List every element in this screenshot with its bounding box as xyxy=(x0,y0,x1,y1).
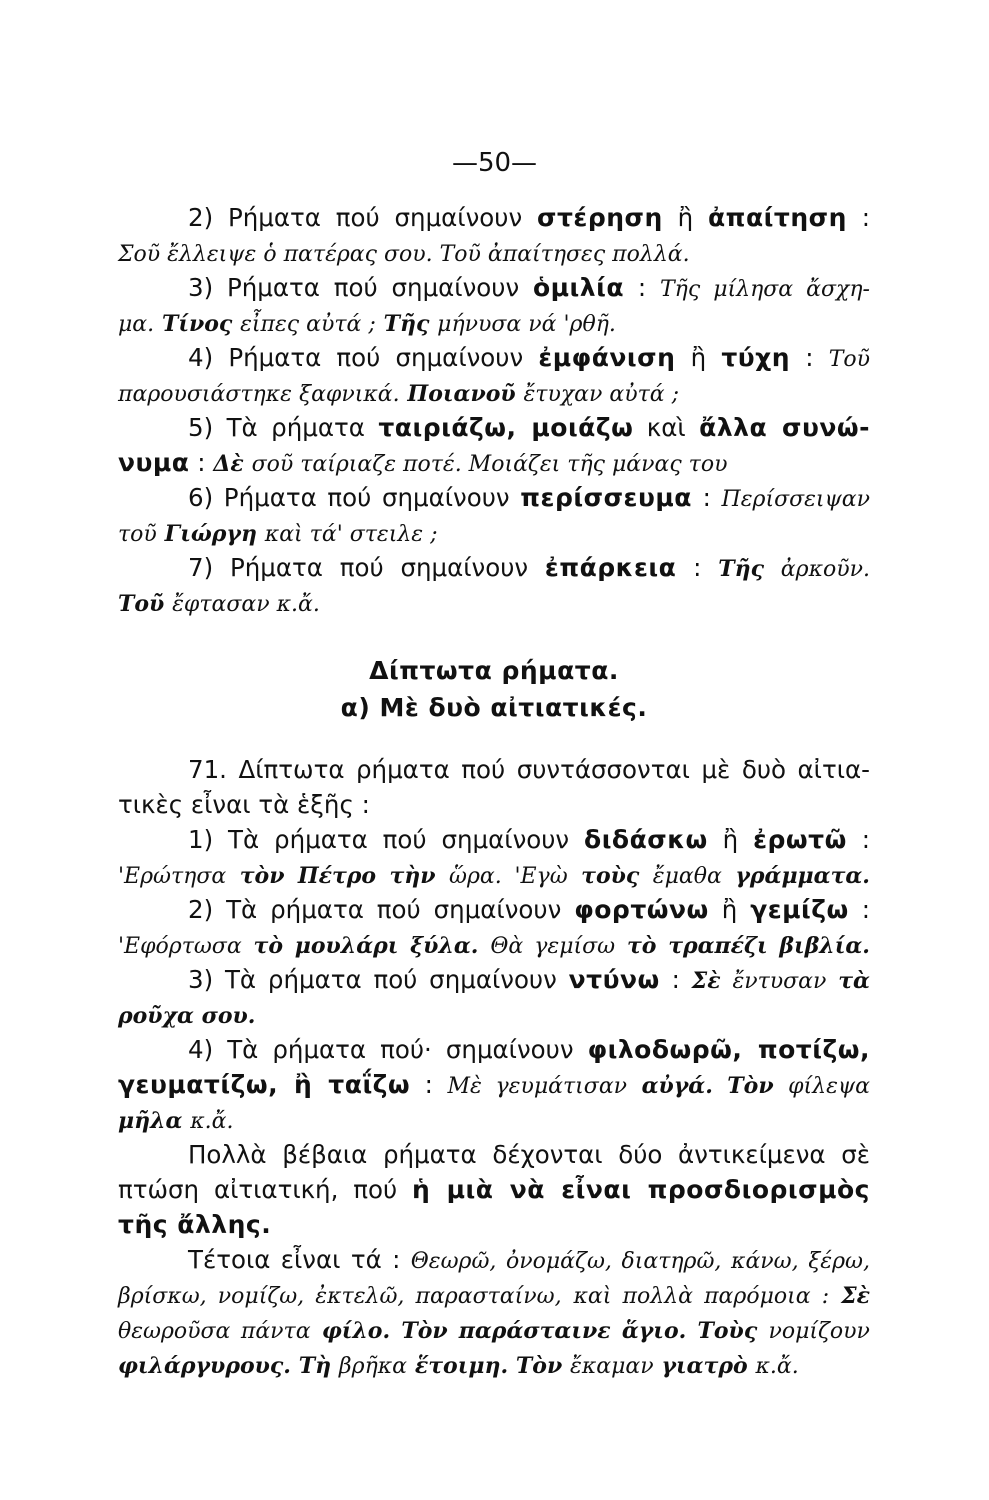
text-line: 6) Ρήματα πού σημαίνουν περίσσευμα : Περίσσειψαν xyxy=(188,483,871,512)
text-line: μῆλα κ.ἄ. xyxy=(118,1108,234,1134)
text-line: 5) Τὰ ρήματα ταιριάζω, μοιάζω καὶ ἄλλα συνώ- xyxy=(188,413,870,442)
text-line: 4) Ρήματα πού σημαίνουν ἐμφάνιση ἢ τύχη : Τοῦ xyxy=(188,343,871,372)
text-line: βρίσκω, νομίζω, ἐκτελῶ, παρασταίνω, καὶ πολλὰ παρόμοια : Σὲ xyxy=(118,1283,870,1309)
text-line: 4) Τὰ ρήματα πού· σημαίνουν φιλοδωρῶ, ποτίζω, xyxy=(188,1035,870,1064)
text-line: ροῦχα σου. xyxy=(118,1003,256,1029)
text-line: 71. Δίπτωτα ρήματα πού συντάσσονται μὲ δυὸ αἰτια- xyxy=(188,755,870,784)
text-line: γευματίζω, ἢ ταΐζω : Μὲ γευμάτισαν αὐγά. Τὸν φίλεψα xyxy=(118,1070,871,1099)
section-heading: Δίπτωτα ρήματα. xyxy=(369,656,619,685)
text-line: παρουσιάστηκε ξαφνικά. Ποιανοῦ ἔτυχαν αὐτά ; xyxy=(118,381,680,407)
text-line: Σοῦ ἔλλειψε ὁ πατέρας σου. Τοῦ ἀπαίτησες πολλά. xyxy=(118,242,690,267)
text-line: φιλάργυρους. Τὴ βρῆκα ἕτοιμη. Τὸν ἔκαμαν γιατρὸ κ.ἄ. xyxy=(118,1353,799,1379)
page-body xyxy=(118,200,870,1382)
spacer xyxy=(118,726,870,752)
text-line: Πολλὰ βέβαια ρήματα δέχονται δύο ἀντικείμενα σὲ xyxy=(188,1140,870,1169)
text-line: 3) Τὰ ρήματα πού σημαίνουν ντύνω : Σὲ ἔντυσαν τὰ xyxy=(188,965,870,994)
text-line: μα. Τίνος εἶπες αὐτά ; Τῆς μήνυσα νά 'ρθῆ. xyxy=(118,311,616,337)
text-line: Τέτοια εἶναι τά : Θεωρῶ, ὀνομάζω, διατηρῶ, κάνω, ξέρω, xyxy=(188,1245,870,1274)
text-line: 2) Τὰ ρήματα πού σημαίνουν φορτώνω ἢ γεμίζω : xyxy=(188,895,870,924)
text-line: πτώση αἰτιατική, πού ἡ μιὰ νὰ εἶναι προσδιορισμὸς xyxy=(118,1175,870,1204)
text-line: 7) Ρήματα πού σημαίνουν ἐπάρκεια : Τῆς ἀρκοῦν. xyxy=(188,553,870,582)
text-line: 2) Ρήματα πού σημαίνουν στέρηση ἢ ἀπαίτηση : xyxy=(188,203,870,232)
text-line: 'Εφόρτωσα τὸ μουλάρι ξύλα. Θὰ γεμίσω τὸ τραπέζι βιβλία. xyxy=(118,933,870,959)
text-line: 3) Ρήματα πού σημαίνουν ὁμιλία : Τῆς μίλησα ἄσχη- xyxy=(188,273,870,302)
subsection-heading: α) Μὲ δυὸ αἰτιατικές. xyxy=(340,693,648,722)
text-line: τικὲς εἶναι τὰ ἑξῆς : xyxy=(118,790,370,819)
text-line: τοῦ Γιώργη καὶ τά' στειλε ; xyxy=(118,521,438,547)
text-line: νυμα : Δὲ σοῦ ταίριαζε ποτέ. Μοιάζει τῆς μάνας του xyxy=(118,448,728,477)
page-number: —50— xyxy=(451,148,538,178)
text-line: θεωροῦσα πάντα φίλο. Τὸν παράσταινε ἅγιο. Τοὺς νομίζουν xyxy=(118,1318,870,1344)
spacer xyxy=(118,620,870,652)
text-line: 1) Τὰ ρήματα πού σημαίνουν διδάσκω ἢ ἐρωτῶ : xyxy=(188,825,870,854)
text-line: 'Ερώτησα τὸν Πέτρο τὴν ὥρα. 'Εγὼ τοὺς ἔμαθα γράμματα. xyxy=(118,863,870,889)
text-line: Τοῦ ἔφτασαν κ.ἄ. xyxy=(118,591,320,617)
text-line: τῆς ἄλλης. xyxy=(118,1210,272,1239)
